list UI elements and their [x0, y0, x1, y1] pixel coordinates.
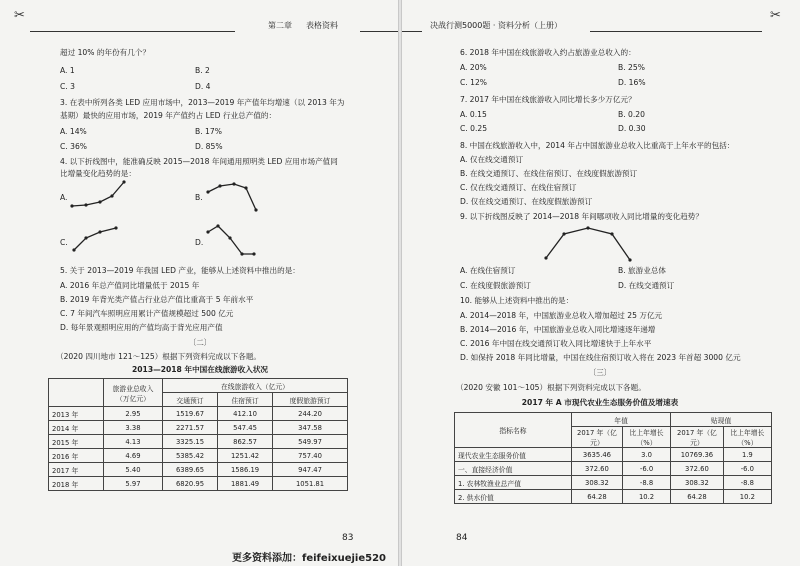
- table-cell: 2. 供水价值: [455, 490, 572, 504]
- q3-option: B. 17%: [195, 127, 222, 136]
- q7-option: D. 0.30: [618, 124, 646, 133]
- q5-option: C. 7 年间汽车照明应用累计产值规模超过 500 亿元: [60, 309, 234, 318]
- column-header: 交通预订: [163, 393, 218, 407]
- table-cell: 244.20: [273, 407, 348, 421]
- column-header: 比上年增长（%）: [723, 427, 771, 448]
- q6-option: C. 12%: [460, 78, 488, 87]
- column-group-header: 在线旅游收入（亿元）: [163, 379, 348, 393]
- column-header: 住宿预订: [218, 393, 273, 407]
- q3-option: D. 85%: [195, 142, 223, 151]
- table-cell: 1881.49: [218, 477, 273, 491]
- table-cell: 2016 年: [49, 449, 104, 463]
- q10-stem: 10. 能够从上述资料中推出的是：: [460, 296, 574, 305]
- page-number: 84: [456, 533, 468, 543]
- q4-line-chart-a: [68, 178, 130, 212]
- q5-option: A. 2016 年总产值同比增量低于 2015 年: [60, 281, 200, 290]
- table-cell: 308.32: [671, 476, 724, 490]
- table-cell: 947.47: [273, 463, 348, 477]
- header-rule: [30, 31, 235, 32]
- table-cell: 2014 年: [49, 421, 104, 435]
- table-row: [455, 490, 772, 504]
- q4-stem: 比增量变化趋势的是：: [60, 169, 136, 178]
- header-section: 表格资料: [306, 21, 338, 30]
- table-cell: 4.13: [104, 435, 163, 449]
- q3-option: C. 36%: [60, 142, 88, 151]
- column-header: 度假旅游预订: [273, 393, 348, 407]
- q4-option-b-label: B.: [195, 193, 203, 202]
- scissors-icon: ✂: [770, 8, 781, 23]
- table-cell: 549.97: [273, 435, 348, 449]
- q8-option: D. 仅在线交通预订、在线度假旅游预订: [460, 197, 593, 206]
- table-cell: 4.69: [104, 449, 163, 463]
- q5-option: B. 2019 年背光类产值占行业总产值比重高于 5 年前水平: [60, 295, 254, 304]
- table-cell: -8.8: [723, 476, 771, 490]
- table-cell: 1519.67: [163, 407, 218, 421]
- table-cell: 1051.81: [273, 477, 348, 491]
- material-intro: （2020 安徽 101～105）根据下列资料完成以下各题。: [456, 383, 646, 392]
- table-cell: 10.2: [622, 490, 670, 504]
- q4-line-chart-c: [70, 220, 122, 256]
- column-header: 2017 年（亿元）: [572, 427, 623, 448]
- table-cell: 2271.57: [163, 421, 218, 435]
- q3-option: A. 14%: [60, 127, 87, 136]
- table-cell: 6389.65: [163, 463, 218, 477]
- table-cell: 372.60: [572, 462, 623, 476]
- table-cell: -8.8: [622, 476, 670, 490]
- table-cell: 2.95: [104, 407, 163, 421]
- q2-option: B. 2: [195, 66, 210, 75]
- table-cell: 6820.95: [163, 477, 218, 491]
- table-row: [455, 476, 772, 490]
- header-rule: [400, 31, 422, 32]
- q9-line-chart: [538, 222, 638, 264]
- q4-option-d-label: D.: [195, 238, 204, 247]
- column-header: 指标名称: [455, 413, 572, 448]
- q7-stem: 7. 2017 年中国在线旅游收入同比增长多少万亿元？: [460, 95, 636, 104]
- q6-option: B. 25%: [618, 63, 645, 72]
- table-cell: 64.28: [671, 490, 724, 504]
- table-row: [49, 477, 348, 491]
- scissors-icon: ✂: [14, 8, 25, 23]
- q8-option: B. 在线交通预订、在线住宿预订、在线度假旅游预订: [460, 169, 638, 178]
- q10-option: B. 2014—2016 年，中国旅游业总收入同比增速逐年递增: [460, 325, 656, 334]
- column-header: 2017 年（亿元）: [671, 427, 724, 448]
- q4-stem: 4. 以下折线图中，能准确反映 2015—2018 年间通用照明类 LED 应用市场产值同: [60, 157, 338, 166]
- q10-option: C. 2016 年中国在线交通预订收入同比增速快于上年水平: [460, 339, 652, 348]
- table-cell: 3325.15: [163, 435, 218, 449]
- table-title: 2013—2018 年中国在线旅游收入状况: [131, 365, 269, 374]
- table-cell: 347.58: [273, 421, 348, 435]
- table-row: [49, 435, 348, 449]
- q2-stem: 超过 10% 的年份有几个？: [60, 48, 151, 57]
- table-cell: 2015 年: [49, 435, 104, 449]
- q7-option: A. 0.15: [460, 110, 487, 119]
- q9-option: B. 旅游业总体: [618, 266, 667, 275]
- q4-line-chart-d: [204, 222, 260, 258]
- table-cell: 5.40: [104, 463, 163, 477]
- q2-option: A. 1: [60, 66, 75, 75]
- table-cell: 757.40: [273, 449, 348, 463]
- table-cell: 一、直接经济价值: [455, 462, 572, 476]
- column-group-header: 贴现值: [671, 413, 772, 427]
- section-marker: 〔三〕: [588, 368, 612, 377]
- table-cell: -6.0: [622, 462, 670, 476]
- q6-option: A. 20%: [460, 63, 487, 72]
- q7-option: B. 0.20: [618, 110, 645, 119]
- header-rule: [590, 31, 762, 32]
- q9-option: C. 在线度假旅游预订: [460, 281, 531, 290]
- table-cell: 412.10: [218, 407, 273, 421]
- online-tourism-table: [48, 378, 348, 491]
- table-cell: 5385.42: [163, 449, 218, 463]
- header-rule: [360, 31, 400, 32]
- table-cell: 862.57: [218, 435, 273, 449]
- table-cell: 372.60: [671, 462, 724, 476]
- table-row: [49, 449, 348, 463]
- q4-line-chart-b: [204, 180, 260, 216]
- table-row: [49, 407, 348, 421]
- section-marker: 〔二〕: [188, 338, 212, 347]
- table-cell: 现代农业生态服务价值: [455, 448, 572, 462]
- page-number: 83: [342, 533, 354, 543]
- column-group-header: 年值: [572, 413, 671, 427]
- q3-stem: 基期）最快的应用市场，2019 年产值约占 LED 行业总产值的：: [60, 111, 277, 120]
- header-chapter: 第二章: [268, 21, 292, 30]
- q2-option: D. 4: [195, 82, 211, 91]
- q5-option: D. 每年景观照明应用的产值均高于背光应用产值: [60, 323, 223, 332]
- table-cell: 3.0: [622, 448, 670, 462]
- material-intro: （2020 四川地市 121～125）根据下列资料完成以下各题。: [56, 352, 262, 361]
- table-cell: 308.32: [572, 476, 623, 490]
- q6-stem: 6. 2018 年中国在线旅游收入约占旅游业总收入的：: [460, 48, 636, 57]
- table-row: [49, 463, 348, 477]
- column-header: 比上年增长（%）: [622, 427, 670, 448]
- table-cell: -6.0: [723, 462, 771, 476]
- table-cell: 1.9: [723, 448, 771, 462]
- table-cell: 547.45: [218, 421, 273, 435]
- table-cell: 1. 农林牧渔业总产值: [455, 476, 572, 490]
- table-cell: 1251.42: [218, 449, 273, 463]
- table-cell: 2018 年: [49, 477, 104, 491]
- book-gutter: [398, 0, 402, 566]
- right-page: [400, 0, 800, 566]
- q4-option-a-label: A.: [60, 193, 68, 202]
- q8-stem: 8. 中国在线旅游收入中，2014 年占中国旅游业总收入比重高于上年水平的包括：: [460, 141, 735, 150]
- table-cell: 10.2: [723, 490, 771, 504]
- q8-option: C. 仅在线交通预订、在线住宿预订: [460, 183, 577, 192]
- q7-option: C. 0.25: [460, 124, 488, 133]
- table-title: 2017 年 A 市现代农业生态服务价值及增速表: [521, 398, 679, 407]
- q10-option: D. 如保持 2018 年同比增量，中国在线住宿预订收入将在 2023 年首超 3000 亿元: [460, 353, 741, 362]
- q5-stem: 5. 关于 2013—2019 年我国 LED 产业，能够从上述资料中推出的是：: [60, 266, 300, 275]
- footer-contact-note: 更多资料添加：feifeixuejie520: [232, 553, 386, 564]
- table-cell: 5.97: [104, 477, 163, 491]
- table-cell: 2017 年: [49, 463, 104, 477]
- table-corner-cell: [49, 379, 104, 407]
- table-cell: 64.28: [572, 490, 623, 504]
- header-book-title: 决战行测5000题 · 资料分析（上册）: [430, 21, 562, 30]
- q2-option: C. 3: [60, 82, 75, 91]
- table-cell: 2013 年: [49, 407, 104, 421]
- q9-stem: 9. 以下折线图反映了 2014—2018 年间哪项收入同比增量的变化趋势？: [460, 212, 703, 221]
- agri-ecology-table: [454, 412, 772, 504]
- q9-option: A. 在线住宿预订: [460, 266, 516, 275]
- q3-stem: 3. 在表中所列各类 LED 应用市场中，2013—2019 年产值年均增速（以 2013 年为: [60, 98, 345, 107]
- table-cell: 10769.36: [671, 448, 724, 462]
- q10-option: A. 2014—2018 年，中国旅游业总收入增加超过 25 万亿元: [460, 311, 663, 320]
- q6-option: D. 16%: [618, 78, 646, 87]
- table-cell: 1586.19: [218, 463, 273, 477]
- table-cell: 3.38: [104, 421, 163, 435]
- table-row: [455, 448, 772, 462]
- q4-option-c-label: C.: [60, 238, 68, 247]
- q8-option: A. 仅在线交通预订: [460, 155, 524, 164]
- table-cell: 3635.46: [572, 448, 623, 462]
- column-header: 旅游业总收入（万亿元）: [104, 379, 163, 407]
- table-row: [455, 462, 772, 476]
- table-row: [49, 421, 348, 435]
- q9-option: D. 在线交通预订: [618, 281, 675, 290]
